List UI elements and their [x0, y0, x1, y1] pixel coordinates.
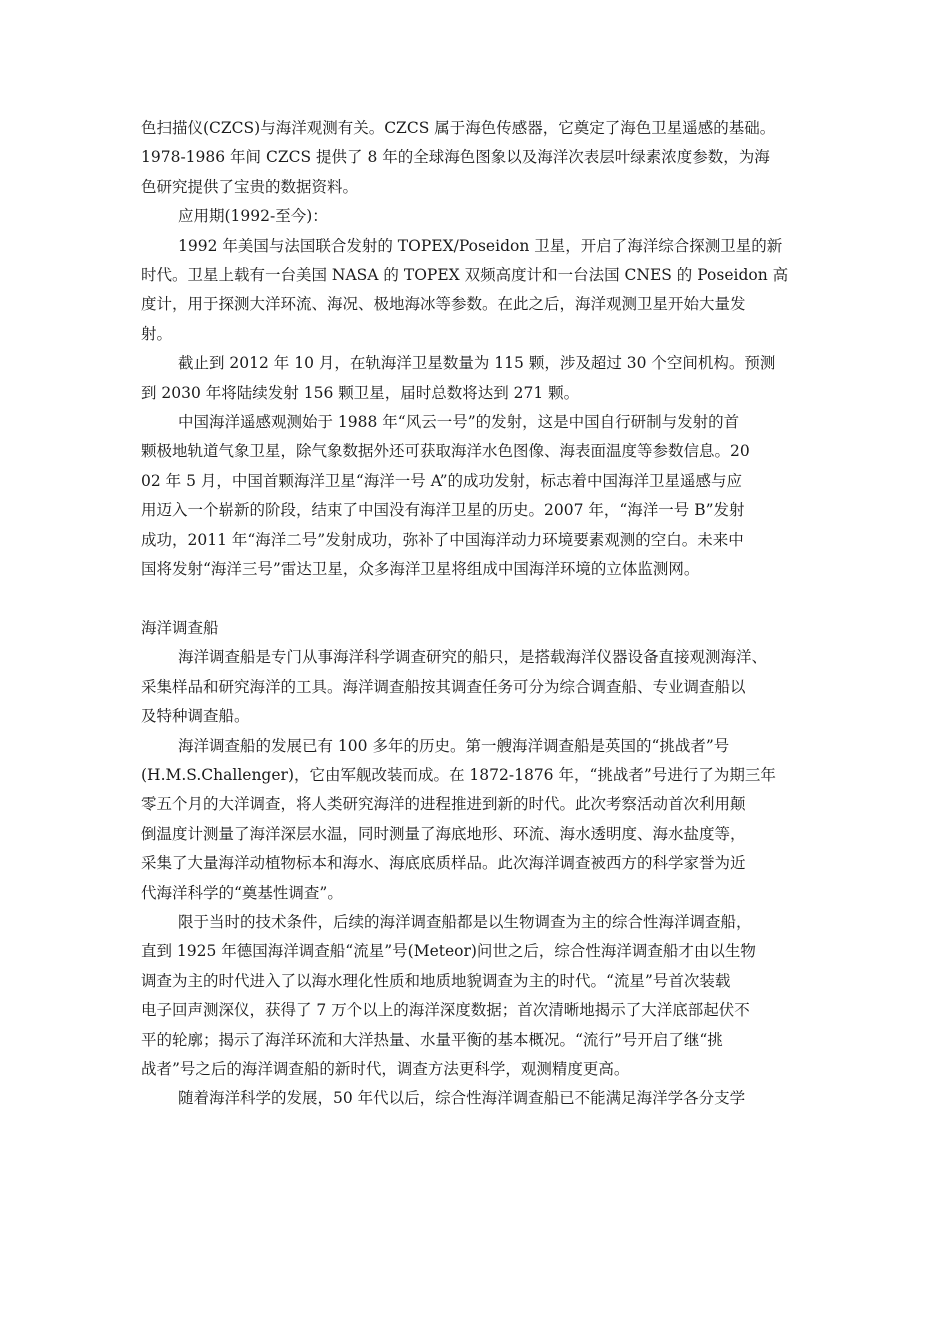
text-line: 采集了大量海洋动植物标本和海水、海底底质样品。此次海洋调查被西方的科学家誉为近	[141, 854, 746, 873]
text-line: 时代。卫星上载有一台美国 NASA 的 TOPEX 双频高度计和一台法国 CNES 的 Poseidon 高	[141, 266, 789, 285]
text-line: 国将发射“海洋三号”雷达卫星，众多海洋卫星将组成中国海洋环境的立体监测网。	[141, 560, 700, 579]
text-line: 应用期(1992-至今)：	[178, 207, 328, 226]
text-line: 截止到 2012 年 10 月，在轨海洋卫星数量为 115 颗，涉及超过 30 个空间机构。预测	[178, 354, 776, 373]
text-line: 02 年 5 月，中国首颗海洋卫星“海洋一号 A”的成功发射，标志着中国海洋卫星遥感与应	[141, 471, 743, 490]
text-line: 及特种调查船。	[141, 707, 250, 726]
text-line: 海洋调查船的发展已有 100 多年的历史。第一艘海洋调查船是英国的“挑战者”号	[178, 736, 730, 755]
text-line: 成功，2011 年“海洋二号”发射成功，弥补了中国海洋动力环境要素观测的空白。未来中	[141, 530, 744, 549]
text-line: 中国海洋遥感观测始于 1988 年“风云一号”的发射，这是中国自行研制与发射的首	[178, 413, 740, 432]
text-line: 1992 年美国与法国联合发射的 TOPEX/Poseidon 卫星，开启了海洋综合探测卫星的新	[178, 236, 783, 255]
text-line: 零五个月的大洋调查，将人类研究海洋的进程推进到新的时代。此次考察活动首次利用颠	[141, 795, 746, 814]
text-line: 直到 1925 年德国海洋调查船“流星”号(Meteor)问世之后，综合性海洋调查船才由以生物	[141, 942, 756, 961]
paragraph-challenger	[141, 732, 811, 908]
document-body	[141, 114, 811, 1114]
paragraph-topex	[141, 232, 811, 350]
text-line: 限于当时的技术条件，后续的海洋调查船都是以生物调查为主的综合性海洋调查船，	[178, 912, 752, 931]
text-line: 随着海洋科学的发展，50 年代以后，综合性海洋调查船已不能满足海洋学各分支学	[178, 1089, 746, 1108]
paragraph-czcs-continuation	[141, 114, 811, 202]
paragraph-fifties	[141, 1084, 811, 1113]
text-line: 色扫描仪(CZCS)与海洋观测有关。CZCS 属于海色传感器，它奠定了海色卫星遥感的基础。	[141, 119, 776, 137]
paragraph-china	[141, 408, 811, 584]
paragraph-meteor	[141, 908, 811, 1084]
text-line: 到 2030 年将陆续发射 156 颗卫星，届时总数将达到 271 颗。	[141, 383, 580, 402]
text-line: 电子回声测深仪，获得了 7 万个以上的海洋深度数据；首次清晰地揭示了大洋底部起伏不	[141, 1001, 750, 1020]
text-line: 度计，用于探测大洋环流、海况、极地海冰等参数。在此之后，海洋观测卫星开始大量发	[141, 295, 746, 314]
text-line: 采集样品和研究海洋的工具。海洋调查船按其调查任务可分为综合调查船、专业调查船以	[141, 677, 746, 696]
text-line: 战者”号之后的海洋调查船的新时代，调查方法更科学，观测精度更高。	[141, 1059, 630, 1078]
text-line: 颗极地轨道气象卫星，除气象数据外还可获取海洋水色图像、海表面温度等参数信息。20	[141, 442, 750, 461]
paragraph-application-period	[141, 202, 811, 231]
text-line: 1978-1986 年间 CZCS 提供了 8 年的全球海色图象以及海洋次表层叶绿素浓度参数，为海	[141, 148, 770, 167]
heading-text: 海洋调查船	[141, 618, 219, 637]
text-line: (H.M.S.Challenger)，它由军舰改装而成。在 1872-1876 年，“挑战者”号进行了为期三年	[141, 765, 776, 784]
text-line: 倒温度计测量了海洋深层水温，同时测量了海底地形、环流、海水透明度、海水盐度等，	[141, 824, 746, 843]
paragraph-2012-stats	[141, 349, 811, 408]
section-heading-research-vessel	[141, 614, 811, 643]
text-line: 用迈入一个崭新的阶段，结束了中国没有海洋卫星的历史。2007 年，“海洋一号 B”发射	[141, 501, 745, 520]
text-line: 调查为主的时代进入了以海水理化性质和地质地貌调查为主的时代。“流星”号首次装载	[141, 971, 731, 990]
text-line: 海洋调查船是专门从事海洋科学调查研究的船只，是搭载海洋仪器设备直接观测海洋、	[178, 648, 768, 667]
text-line: 色研究提供了宝贵的数据资料。	[141, 177, 359, 196]
text-line: 射。	[141, 324, 173, 343]
text-line: 平的轮廓；揭示了海洋环流和大洋热量、水量平衡的基本概况。“流行”号开启了继“挑	[141, 1030, 723, 1049]
paragraph-vessel-definition	[141, 643, 811, 731]
text-line: 代海洋科学的“奠基性调查”。	[141, 883, 343, 902]
